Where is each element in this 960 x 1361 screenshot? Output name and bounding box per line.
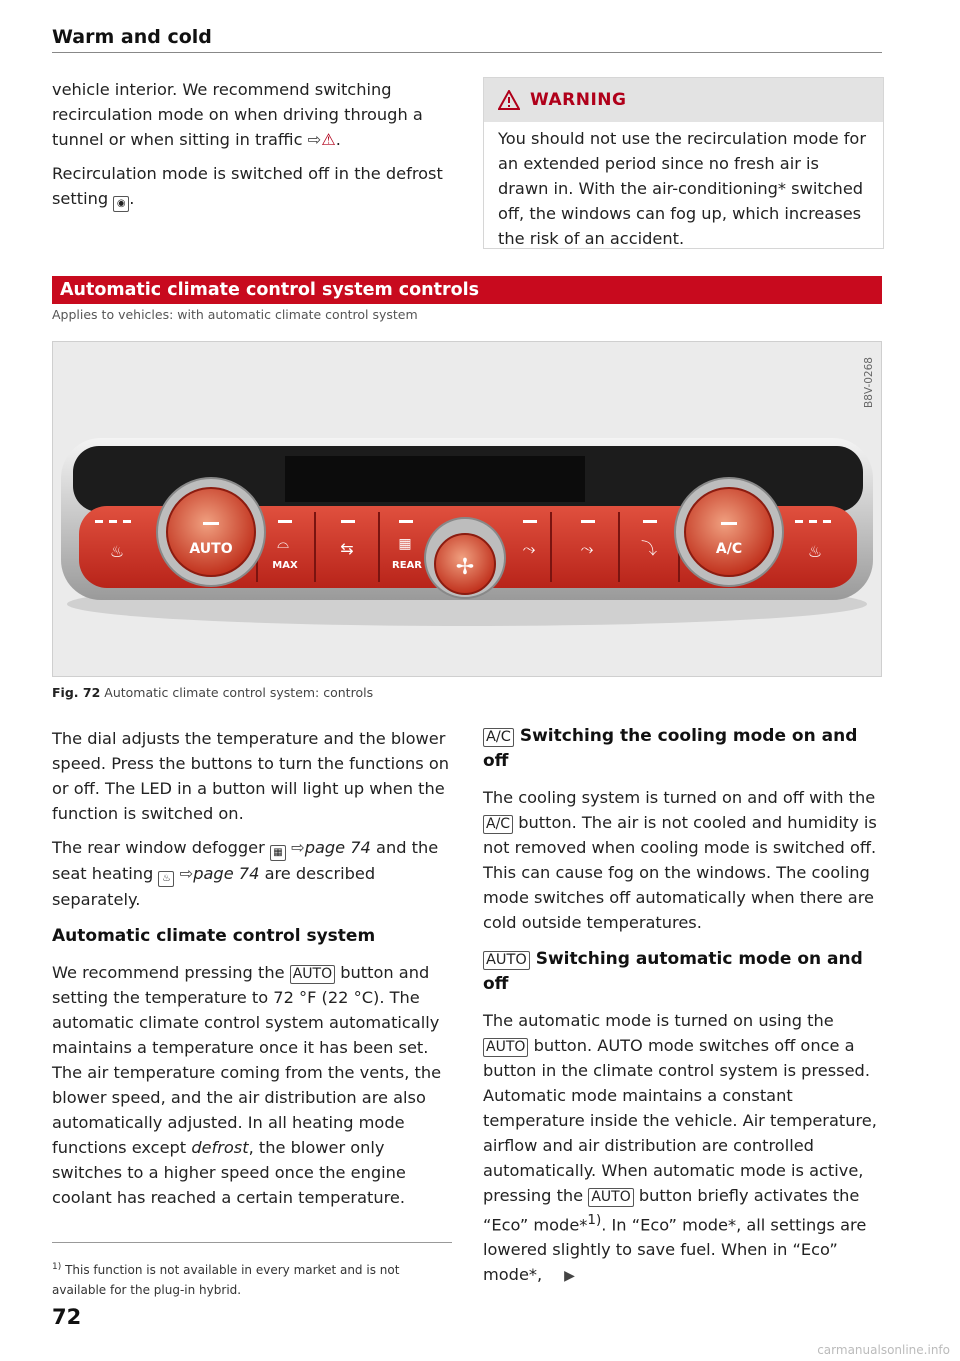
subheading-auto-mode: AUTO Switching automatic mode on and off xyxy=(483,949,863,994)
airflow-upper-icon: ⤳ xyxy=(522,539,536,558)
warning-box xyxy=(483,77,884,249)
recirculation-icon: ⇆ xyxy=(340,539,354,558)
auto-key: AUTO xyxy=(483,1038,528,1057)
warning-triangle-icon xyxy=(498,90,520,110)
seat-heat-icon: ♨ xyxy=(158,871,174,887)
watermark: carmanualsonline.info xyxy=(817,1343,950,1357)
figure-number: Fig. 72 xyxy=(52,685,101,700)
seat-heat-right-icon: ♨ xyxy=(807,542,823,561)
display-screen xyxy=(285,456,585,502)
temp-knob-left xyxy=(167,488,255,576)
figure-caption xyxy=(52,685,373,700)
section-title: Automatic climate control system controls xyxy=(52,276,882,304)
page-number: 72 xyxy=(52,1305,82,1329)
applies-note: Applies to vehicles: with automatic climate control system xyxy=(52,307,418,322)
defrost-icon: ◉ xyxy=(113,196,129,212)
section-header: Warm and cold xyxy=(52,26,212,48)
page-link[interactable]: page 74 xyxy=(193,864,260,883)
climate-control-figure xyxy=(52,341,882,677)
footnote-rule xyxy=(52,1242,452,1243)
warning-text: You should not use the recirculation mode for an extended period since no fresh air is drawn in. With the air-conditioning* switched off, the windows can fog up, which increases the risk of an accident. xyxy=(498,129,866,248)
footnote: $^{1)}$ This function is not available in every market and is not available for the plug-in hybrid. xyxy=(52,1262,400,1297)
airflow-footwell-icon: ⤵ xyxy=(640,539,658,558)
warning-header xyxy=(484,78,883,122)
ac-key: A/C xyxy=(483,728,514,747)
recirc-paragraph: vehicle interior. We recommend switching recirculation mode on when driving through a tunnel or when sitting in traffic xyxy=(52,80,423,149)
defrost-paragraph: Recirculation mode is switched off in the defrost setting xyxy=(52,164,443,208)
warning-title: WARNING xyxy=(530,90,627,110)
right-column xyxy=(483,716,883,1298)
temp-knob-right xyxy=(685,488,773,576)
warning-triangle-icon: ⚠ xyxy=(321,130,336,149)
continue-arrow-icon: ▶ xyxy=(564,1268,575,1285)
auto-label: AUTO xyxy=(189,541,233,557)
arrow-right-icon: ⇨ xyxy=(179,864,194,883)
arrow-right-icon: ⇨ xyxy=(307,130,322,149)
left-column xyxy=(52,726,452,1219)
arrow-right-icon: ⇨ xyxy=(291,838,305,857)
ac-paragraph: The cooling system is turned on and off with the A/C button. The air is not cooled and humidity is not removed when cooling mode is switched off. This can cause fog on the windows. The cooling mode switches off automatically when there are cold outside temperatures. xyxy=(483,788,877,932)
rear-defog-icon: ▦ xyxy=(398,536,412,552)
figure-code: B8V-0268 xyxy=(863,357,875,408)
ac-key: A/C xyxy=(483,815,513,834)
subheading-ac: A/C Switching the cooling mode on and off xyxy=(483,726,858,771)
caption-text: Automatic climate control system: controls xyxy=(104,685,374,700)
ac-label: A/C xyxy=(715,541,743,557)
page-link[interactable]: page 74 xyxy=(304,838,371,857)
auto-key: AUTO xyxy=(290,965,335,984)
subheading-auto-climate: Automatic climate control system xyxy=(52,926,376,946)
auto-paragraph: We recommend pressing the AUTO button and setting the temperature to 72 °F (22 °C). The automatic climate control system automatically maintains a temperature once it has been set. The air temperature coming from the vents, the blower speed, and the air distribution are also automatically adjusted. In all heating mode functions except defrost, the blower only switches to a higher speed once the engine coolant has reached a certain temperature. xyxy=(52,963,442,1207)
airflow-center-icon: ⤳ xyxy=(580,539,594,558)
auto-key: AUTO xyxy=(483,951,530,970)
defogger-paragraph: The rear window defogger ▦ ⇨page 74 and the seat heating ♨ ⇨page 74 are described separately. xyxy=(52,838,439,909)
header-rule xyxy=(52,52,882,53)
rear-label: REAR xyxy=(392,560,422,571)
seat-heat-left-icon: ♨ xyxy=(109,542,125,561)
rear-defog-icon: ▦ xyxy=(270,845,286,861)
footnote-marker: 1) xyxy=(52,1262,62,1272)
fan-icon: ✢ xyxy=(455,555,475,580)
auto-mode-paragraph: The automatic mode is turned on using the AUTO button. AUTO mode switches off once a button in the climate control system is pressed. Automatic mode maintains a constant temperature inside the vehicle. Air temperature, airflow and air distribution are controlled automatically. When automatic mode is active, pressing the AUTO button briefly activates the “Eco” mode*$^{1)}$. In “Eco” mode*, all settings are lowered slightly to save fuel. When in “Eco” mode*, ▶ xyxy=(483,1011,877,1285)
left-top-text: vehicle interior. We recommend switching recirculation mode on when driving through a tunnel or when sitting in traffic ⇨⚠. Recirculation mode is switched off in the defrost setting ◉ . xyxy=(52,77,452,221)
dial-paragraph: The dial adjusts the temperature and the blower speed. Press the buttons to turn the functions on or off. The LED in a button will light up when the function is switched on. xyxy=(52,729,449,823)
auto-key: AUTO xyxy=(588,1188,633,1207)
max-label: MAX xyxy=(272,560,298,571)
climate-panel-illustration xyxy=(53,342,881,676)
defrost-max-icon: ⌓ xyxy=(277,534,289,552)
